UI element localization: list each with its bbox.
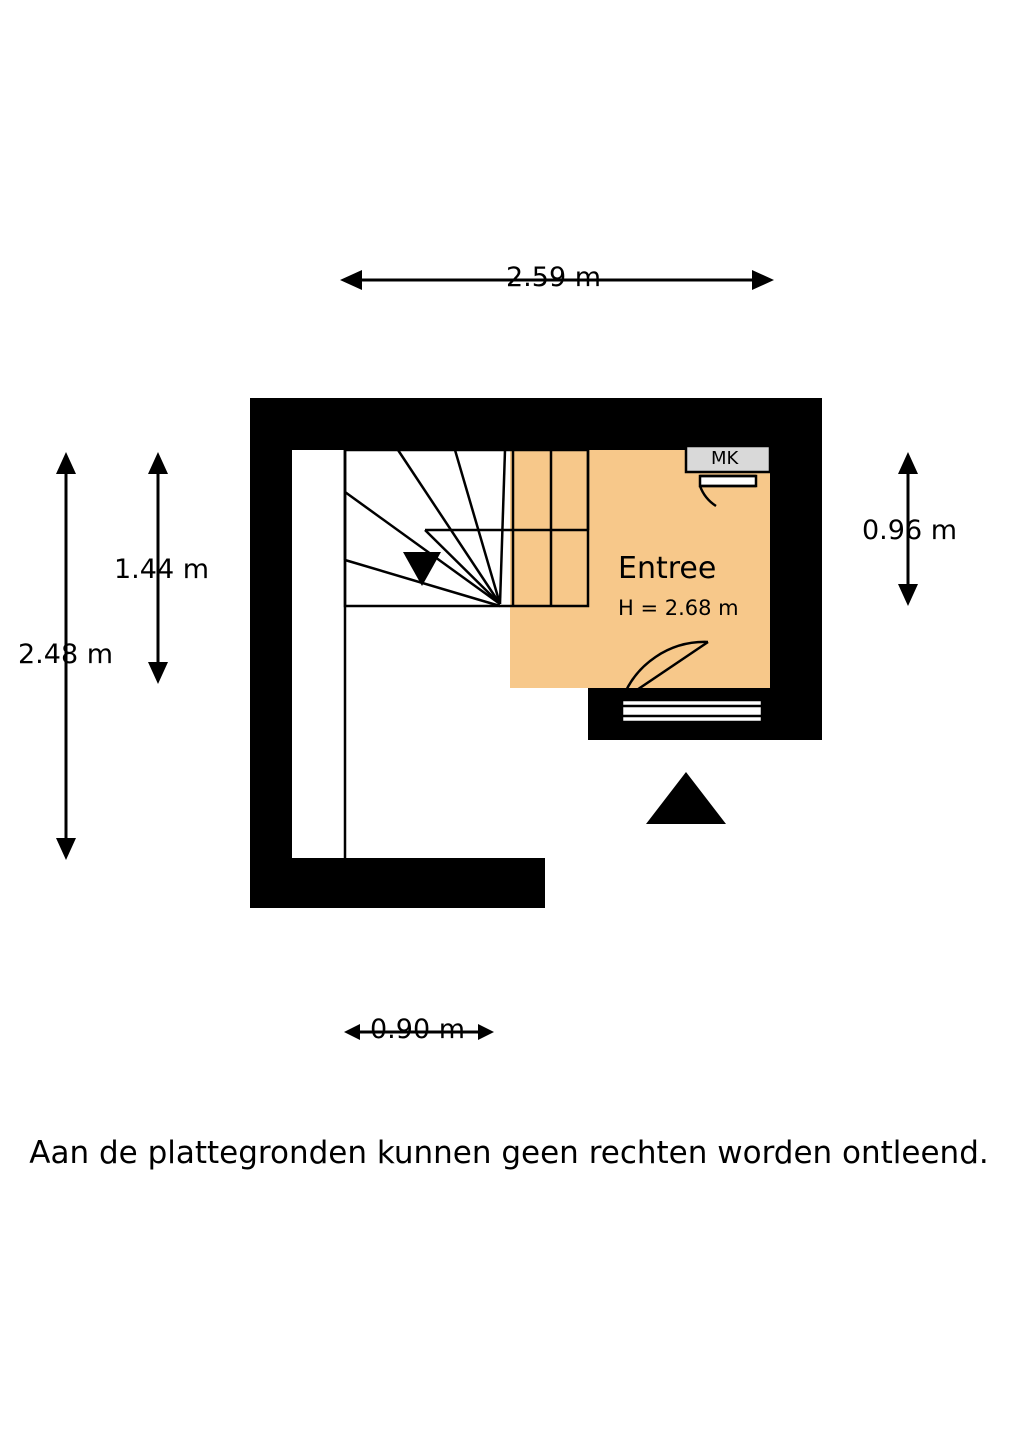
dimension-label-right: 0.96 m [862,515,958,546]
arrowhead-left-inner-top [148,452,168,474]
disclaimer-text: Aan de plattegronden kunnen geen rechten worden ontleend. [29,1135,989,1171]
arrowhead-left-outer-bottom [56,838,76,860]
dimension-label-left-outer: 2.48 m [18,639,114,670]
dimension-label-bottom: 0.90 m [370,1014,466,1045]
arrowhead-left-outer-top [56,452,76,474]
arrowhead-top-left [340,270,362,290]
arrowhead-bottom-left [344,1024,360,1040]
arrowhead-left-inner-bottom [148,662,168,684]
dimension-label-top: 2.59 m [506,262,602,293]
orientation-marker [646,772,726,824]
mk-label: MK [711,448,739,469]
arrowhead-right-top [898,452,918,474]
arrowhead-top-right [752,270,774,290]
dimension-label-left-inner: 1.44 m [114,554,210,585]
room-label-entree: Entree [618,551,717,586]
front-door [622,700,762,722]
arrowhead-bottom-right [478,1024,494,1040]
arrowhead-right-bottom [898,584,918,606]
room-height-entree: H = 2.68 m [618,596,739,620]
